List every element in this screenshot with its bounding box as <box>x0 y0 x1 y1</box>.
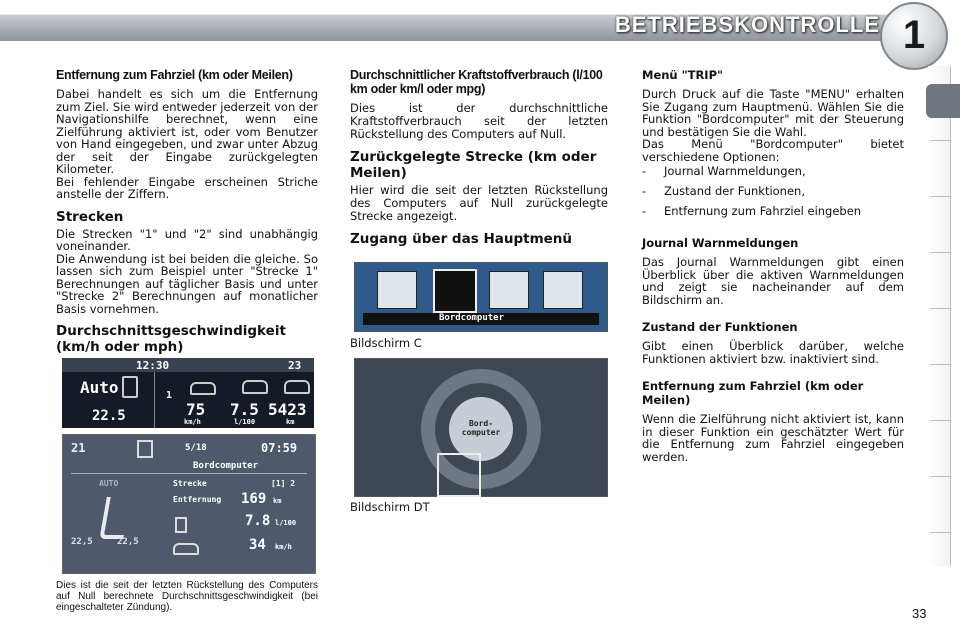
display2-temperature: 21 <box>71 441 86 455</box>
flag-car-icon <box>284 380 310 394</box>
bordcomputer-menu-icon[interactable] <box>433 269 477 313</box>
page-title: BETRIEBSKONTROLLE <box>614 12 880 37</box>
display2-trip-select: [1] 2 <box>271 479 296 488</box>
display-speed-unit: km/h <box>184 418 201 426</box>
display2-distance-unit: km <box>273 497 282 505</box>
display2-consumption: 7.8 <box>245 513 271 529</box>
list-item: - Entfernung zum Fahrziel eingeben <box>642 204 862 218</box>
tab-divider <box>930 420 950 421</box>
paragraph: Dies ist der durchschnittliche Kraftstoffverbrauch seit der letzten Rückstellung des Computers auf Null. <box>350 101 608 141</box>
display2-row-label: Entfernung <box>173 495 222 504</box>
display-mode: Auto <box>80 378 119 397</box>
display2-mode: AUTO <box>99 479 119 488</box>
display2-temp-right: 22,5 <box>117 537 139 547</box>
heading-destination-distance: Entfernung zum Fahrziel (km oder Meilen) <box>642 379 864 407</box>
audio-menu-icon <box>377 271 417 309</box>
heading-average-speed: Durchschnittsgeschwindigkeit (km/h oder mph) <box>56 323 286 355</box>
paragraph: Das Menü "Bordcomputer" bietet verschiedene Optionen: <box>642 137 904 164</box>
display-caption: Dies ist die seit der letzten Rückstellung des Computers auf Null berechnete Durchschnittsgeschwindigkeit (bei eingeschalteter Zündung). <box>56 580 318 613</box>
climate-menu-icon <box>543 271 583 309</box>
display-time: 12:30 <box>136 359 170 372</box>
seat-icon <box>137 440 153 458</box>
tab-divider <box>930 532 950 533</box>
caption-block <box>56 580 318 613</box>
chapter-number: 1 <box>902 13 926 57</box>
page-number: 33 <box>912 606 927 621</box>
seat-icon <box>122 376 138 398</box>
paragraph: Dabei handelt es sich um die Entfernung zum Ziel. Sie wird entweder jederzeit von der Navigationshilfe berechnet, wenn eine Zielführung aktiviert ist, oder vom Benutzer von Hand eingegeben, und zwar unter Abzug der seit der Eingabe zurückgelegten Kilometer. <box>56 87 318 176</box>
tab-divider <box>930 252 950 253</box>
display2-consumption-unit: l/100 <box>275 519 297 527</box>
column-left <box>56 68 318 358</box>
paragraph: Hier wird die seit der letzten Rückstellung des Computers auf Null zurückgelegte Strecke angezeigt. <box>350 183 608 223</box>
tab-divider <box>930 476 950 477</box>
screen-c-label: Bordcomputer <box>439 313 505 323</box>
seat-icon <box>99 497 130 539</box>
column-right <box>642 68 904 463</box>
display-speed: 75 <box>186 400 206 419</box>
display-set-temperature: 22.5 <box>92 408 126 424</box>
display2-distance: 169 <box>241 491 267 507</box>
display2-title: Bordcomputer <box>193 461 259 471</box>
paragraph: Das Journal Warnmeldungen gibt einen Überblick über die aktiven Warnmeldungen und zeigt sie nacheinander auf dem Bildschirm an. <box>642 255 904 307</box>
paragraph: Bei fehlender Eingabe erscheinen Striche anstelle der Ziffern. <box>56 174 318 201</box>
heading-function-status: Zustand der Funktionen <box>642 320 798 334</box>
heading-warning-log: Journal Warnmeldungen <box>642 236 799 250</box>
instrument-display <box>62 358 314 428</box>
tab-divider <box>930 364 950 365</box>
display-consumption: 7.5 <box>230 400 259 419</box>
display2-date: 5/18 <box>185 443 207 453</box>
paragraph: Gibt einen Überblick darüber, welche Funktionen aktiviert bzw. inaktiviert sind. <box>642 339 904 366</box>
options-list <box>642 165 904 218</box>
display2-time: 07:59 <box>261 441 298 455</box>
heading-trips: Strecken <box>56 208 124 225</box>
display2-speed-unit: km/h <box>275 543 292 551</box>
screen-c-image <box>354 262 608 332</box>
tab-divider <box>930 308 950 309</box>
heading-trip-menu: Menü "TRIP" <box>642 68 724 82</box>
screen-dt-label: Bord-computer <box>461 419 501 437</box>
display-trip: 1 <box>166 390 173 401</box>
display-temperature: 23 <box>288 359 302 372</box>
display-distance: 5423 <box>268 400 307 419</box>
screen-dt-image <box>354 358 608 497</box>
fuel-icon <box>242 380 268 394</box>
settings-menu-icon <box>489 271 529 309</box>
bordcomputer-display <box>62 434 316 574</box>
heading-distance-travelled: Zurückgelegte Strecke (km oder Meilen) <box>350 149 597 181</box>
chapter-tabs <box>928 66 951 566</box>
list-item: - Zustand der Funktionen, <box>642 184 805 198</box>
column-middle <box>350 68 608 250</box>
caption-screen-dt: Bildschirm DT <box>350 500 430 514</box>
display-consumption-unit: l/100 <box>234 418 256 426</box>
heading-average-consumption: Durchschnittlicher Kraftstoffverbrauch (l/100 km oder km/l oder mpg) <box>350 68 603 96</box>
heading-distance-destination: Entfernung zum Fahrziel (km oder Meilen) <box>56 68 293 82</box>
display-distance-unit: km <box>286 418 295 426</box>
list-item: - Journal Warnmeldungen, <box>642 164 806 178</box>
selection-frame[interactable] <box>437 453 481 497</box>
heading-main-menu-access: Zugang über das Hauptmenü <box>350 231 573 247</box>
paragraph: Durch Druck auf die Taste "MENU" erhalten Sie Zugang zum Hauptmenü. Wählen Sie die Funktion "Bordcomputer" mit der Steuerung und bestätigen Sie die Wahl. <box>642 87 904 139</box>
display2-row-label: Strecke <box>173 479 207 488</box>
paragraph: Die Anwendung ist bei beiden die gleiche. So lassen sich zum Beispiel unter "Strecke 1" Berechnungen auf täglicher Basis und unter "Strecke 2" Berechnungen auf monatlicher Basis vornehmen. <box>56 251 318 316</box>
fuel-pump-icon <box>175 517 187 533</box>
tab-divider <box>930 196 950 197</box>
caption-screen-c: Bildschirm C <box>350 336 422 350</box>
car-icon <box>190 382 216 395</box>
active-chapter-tab[interactable] <box>926 84 960 118</box>
paragraph: Die Strecken "1" und "2" sind unabhängig voneinander. <box>56 226 318 253</box>
tab-divider <box>930 140 950 141</box>
display2-speed: 34 <box>249 537 266 553</box>
display2-temp-left: 22,5 <box>71 537 93 547</box>
car-icon <box>173 543 199 555</box>
paragraph: Wenn die Zielführung nicht aktiviert ist, kann in dieser Funktion ein geschätzter Wert für die Entfernung zum Fahrziel eingegeben werden. <box>642 412 904 464</box>
